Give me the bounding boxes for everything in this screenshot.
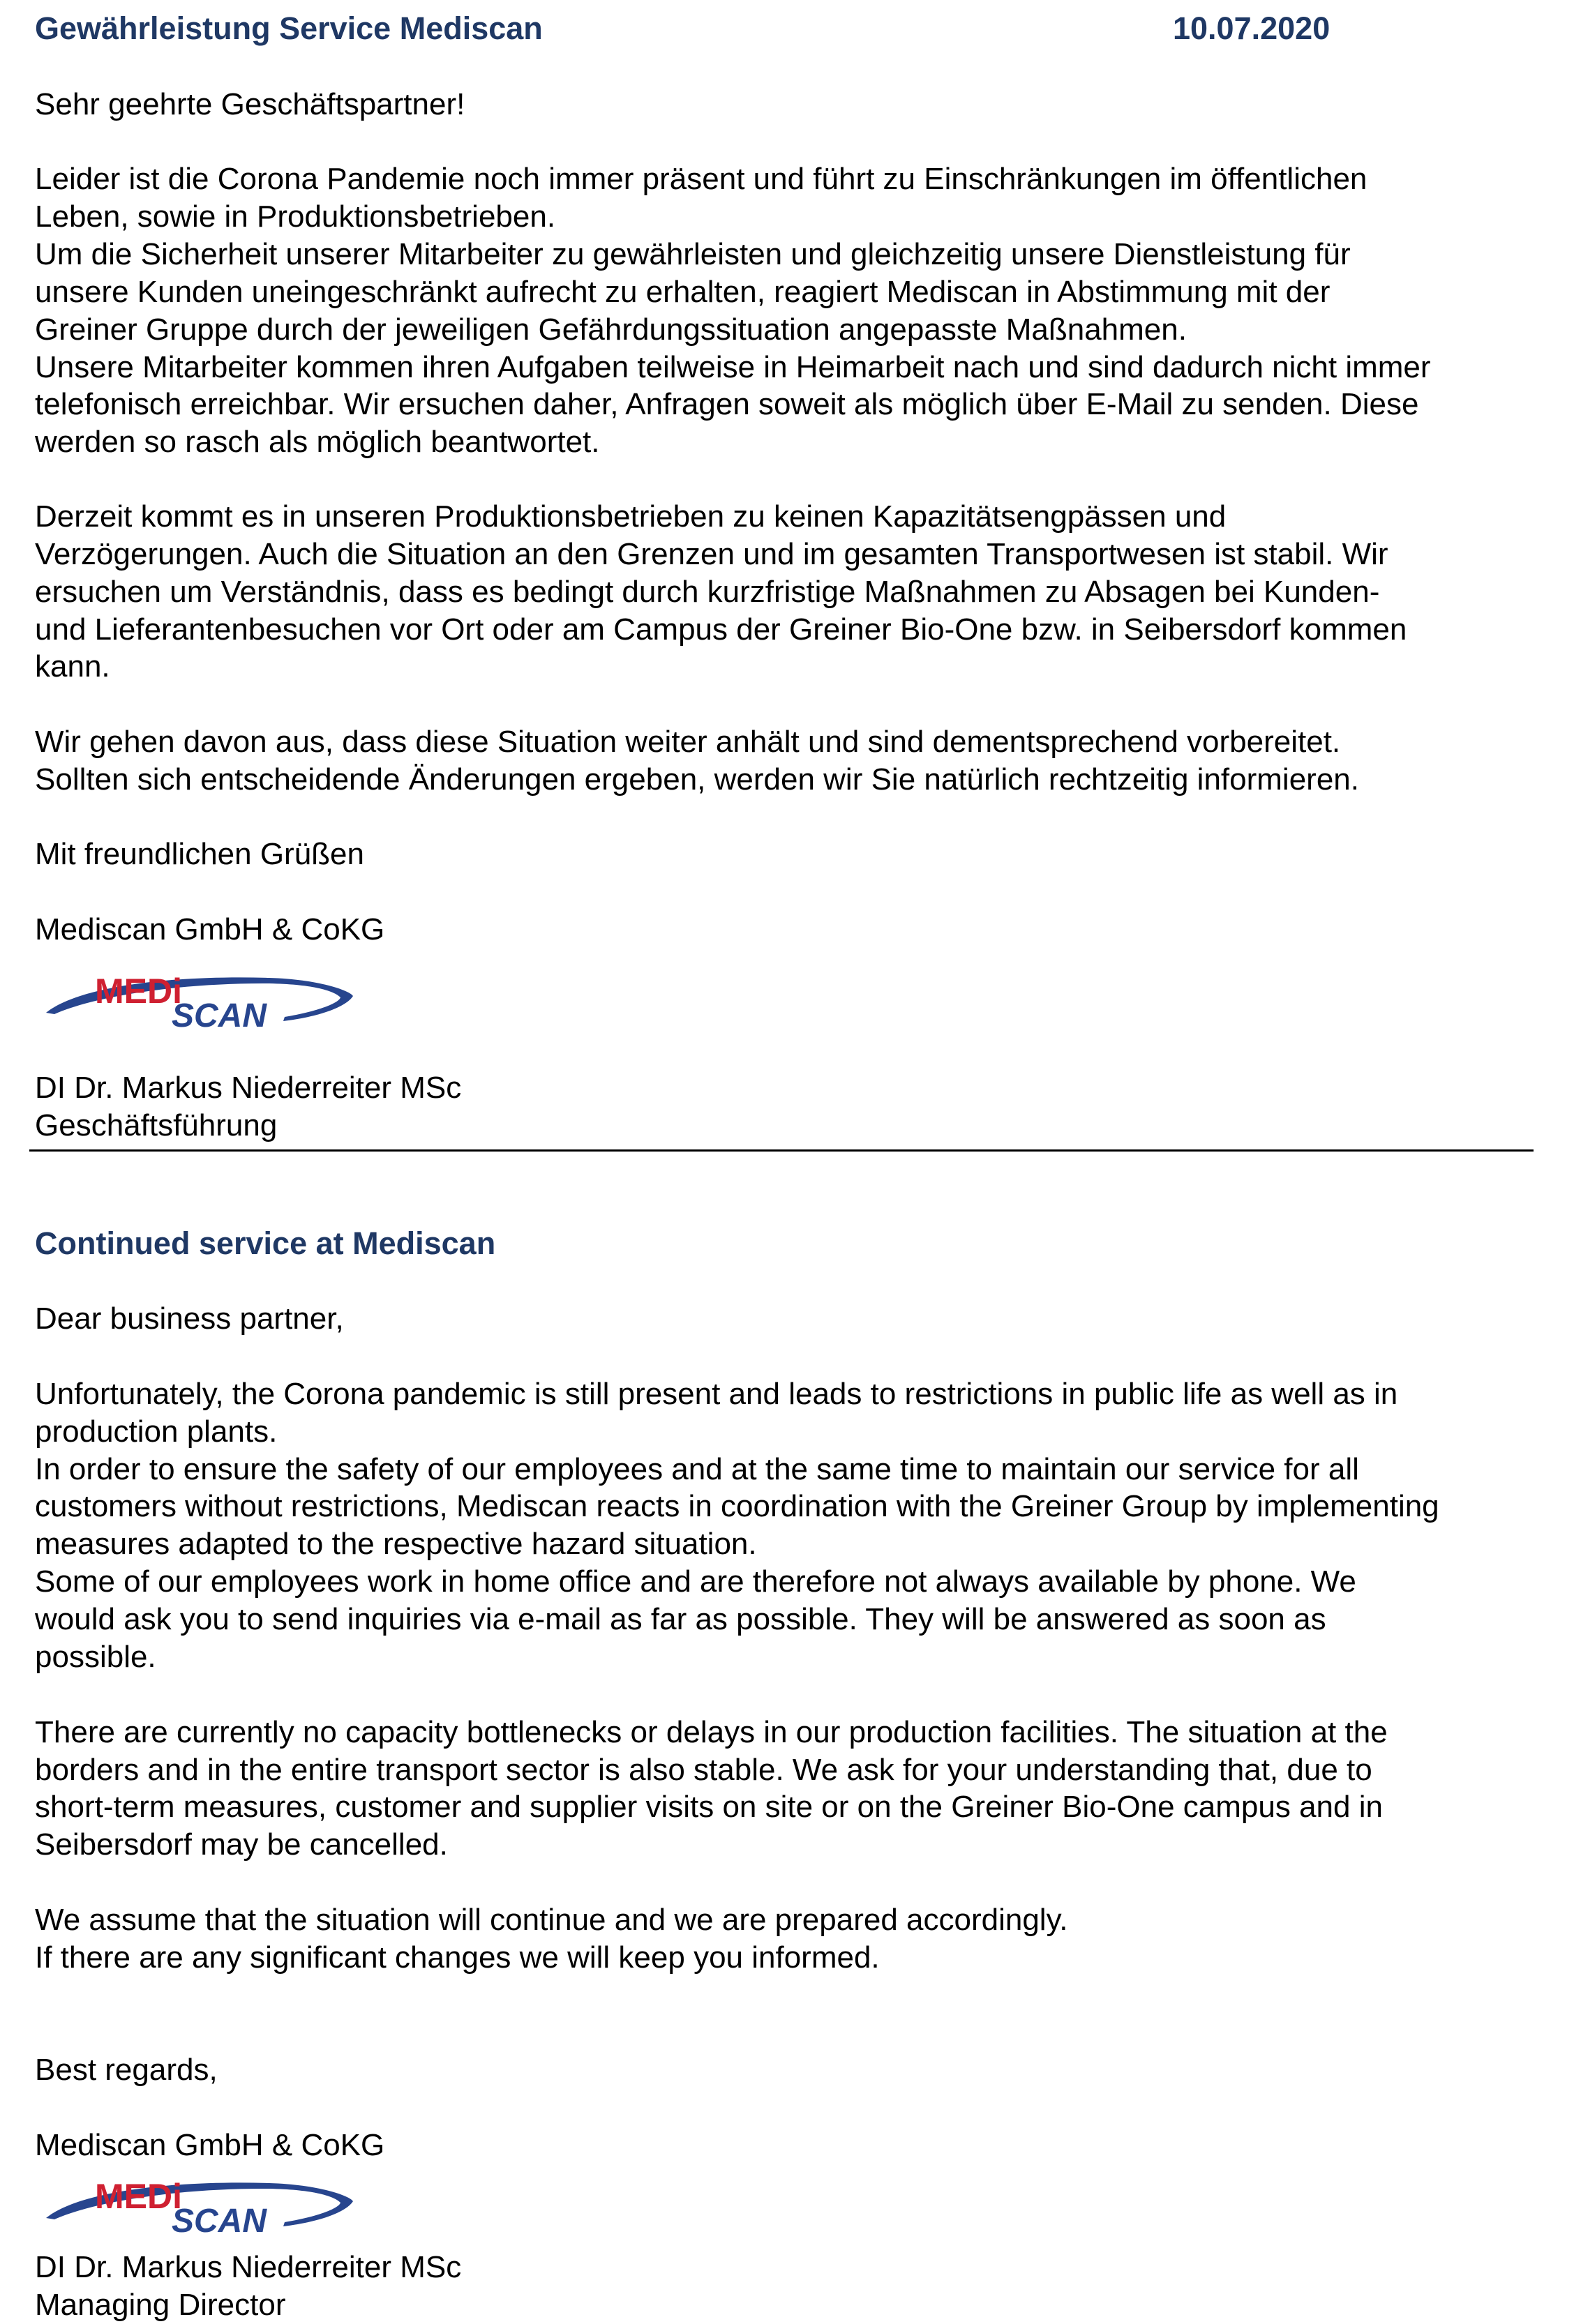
- paragraph-line: Some of our employees work in home office and are therefore not always available by phone. We: [35, 1564, 1356, 1599]
- german-title: Gewährleistung Service Mediscan: [35, 10, 543, 46]
- paragraph-line: If there are any significant changes we will keep you informed.: [35, 1940, 880, 1975]
- english-company: Mediscan GmbH & CoKG: [35, 2128, 385, 2162]
- paragraph-line: und Lieferantenbesuchen vor Ort oder am Campus der Greiner Bio-One bzw. in Seibersdorf kommen: [35, 612, 1407, 647]
- paragraph-line: Leben, sowie in Produktionsbetrieben.: [35, 199, 556, 234]
- english-title: Continued service at Mediscan: [35, 1225, 496, 1261]
- german-signer-name: DI Dr. Markus Niederreiter MSc: [35, 1071, 462, 1105]
- paragraph-line: Greiner Gruppe durch der jeweiligen Gefährdungssituation angepasste Maßnahmen.: [35, 312, 1187, 347]
- paragraph-line: would ask you to send inquiries via e-mail as far as possible. They will be answered as soon as: [35, 1602, 1326, 1636]
- logo-text-bottom: SCAN: [172, 997, 267, 1032]
- paragraph-line: customers without restrictions, Mediscan reacts in coordination with the Greiner Group by implementing: [35, 1489, 1439, 1523]
- paragraph-line: ersuchen um Verständnis, dass es bedingt durch kurzfristige Maßnahmen zu Absagen bei Kunden-: [35, 575, 1380, 609]
- paragraph-line: production plants.: [35, 1414, 278, 1449]
- english-signer-title: Managing Director: [35, 2288, 286, 2322]
- paragraph-line: Um die Sicherheit unserer Mitarbeiter zu gewährleisten und gleichzeitig unsere Dienstleistung für: [35, 237, 1351, 271]
- english-closing: Best regards,: [35, 2053, 218, 2087]
- paragraph-line: kann.: [35, 649, 110, 684]
- paragraph-line: Seibersdorf may be cancelled.: [35, 1827, 448, 1862]
- paragraph-line: Wir gehen davon aus, dass diese Situation weiter anhält und sind dementsprechend vorbereitet.: [35, 725, 1341, 759]
- german-salutation: Sehr geehrte Geschäftspartner!: [35, 87, 465, 121]
- paragraph-line: Verzögerungen. Auch die Situation an den Grenzen und im gesamten Transportwesen ist stabil. Wir: [35, 537, 1388, 571]
- paragraph-line: We assume that the situation will continue and we are prepared accordingly.: [35, 1903, 1068, 1937]
- mediscan-logo: [39, 2168, 360, 2238]
- paragraph-line: In order to ensure the safety of our employees and at the same time to maintain our service for all: [35, 1452, 1359, 1486]
- german-signer-title: Geschäftsführung: [35, 1108, 278, 1142]
- paragraph-line: Leider ist die Corona Pandemie noch immer präsent und führt zu Einschränkungen im öffentlichen: [35, 162, 1367, 196]
- english-signer-name: DI Dr. Markus Niederreiter MSc: [35, 2250, 462, 2284]
- paragraph-line: unsere Kunden uneingeschränkt aufrecht zu erhalten, reagiert Mediscan in Abstimmung mit der: [35, 275, 1331, 309]
- letter-date: 10.07.2020: [1173, 10, 1331, 46]
- logo-text-top: MEDi: [95, 972, 182, 1011]
- paragraph-line: borders and in the entire transport sector is also stable. We ask for your understanding that, due to: [35, 1753, 1372, 1787]
- english-salutation: Dear business partner,: [35, 1301, 344, 1336]
- paragraph-line: possible.: [35, 1640, 156, 1674]
- paragraph-line: There are currently no capacity bottlenecks or delays in our production facilities. The situation at the: [35, 1715, 1388, 1749]
- paragraph-line: telefonisch erreichbar. Wir ersuchen daher, Anfragen soweit als möglich über E-Mail zu senden. Diese: [35, 387, 1419, 421]
- paragraph-line: Sollten sich entscheidende Änderungen ergeben, werden wir Sie natürlich rechtzeitig informieren.: [35, 762, 1359, 797]
- paragraph-line: Unsere Mitarbeiter kommen ihren Aufgaben teilweise in Heimarbeit nach und sind dadurch nicht immer: [35, 350, 1431, 384]
- german-closing: Mit freundlichen Grüßen: [35, 837, 364, 871]
- paragraph-line: measures adapted to the respective hazard situation.: [35, 1527, 757, 1561]
- paragraph-line: Derzeit kommt es in unseren Produktionsbetrieben zu keinen Kapazitätsengpässen und: [35, 499, 1227, 534]
- logo-text-top: MEDi: [95, 2177, 182, 2216]
- german-company: Mediscan GmbH & CoKG: [35, 912, 385, 946]
- paragraph-line: werden so rasch als möglich beantwortet.: [35, 425, 600, 459]
- paragraph-line: Unfortunately, the Corona pandemic is still present and leads to restrictions in public life as well as in: [35, 1377, 1398, 1411]
- section-divider: [29, 1149, 1534, 1152]
- paragraph-line: short-term measures, customer and supplier visits on site or on the Greiner Bio-One campus and in: [35, 1790, 1383, 1824]
- logo-text-bottom: SCAN: [172, 2203, 267, 2238]
- mediscan-logo: [39, 963, 360, 1032]
